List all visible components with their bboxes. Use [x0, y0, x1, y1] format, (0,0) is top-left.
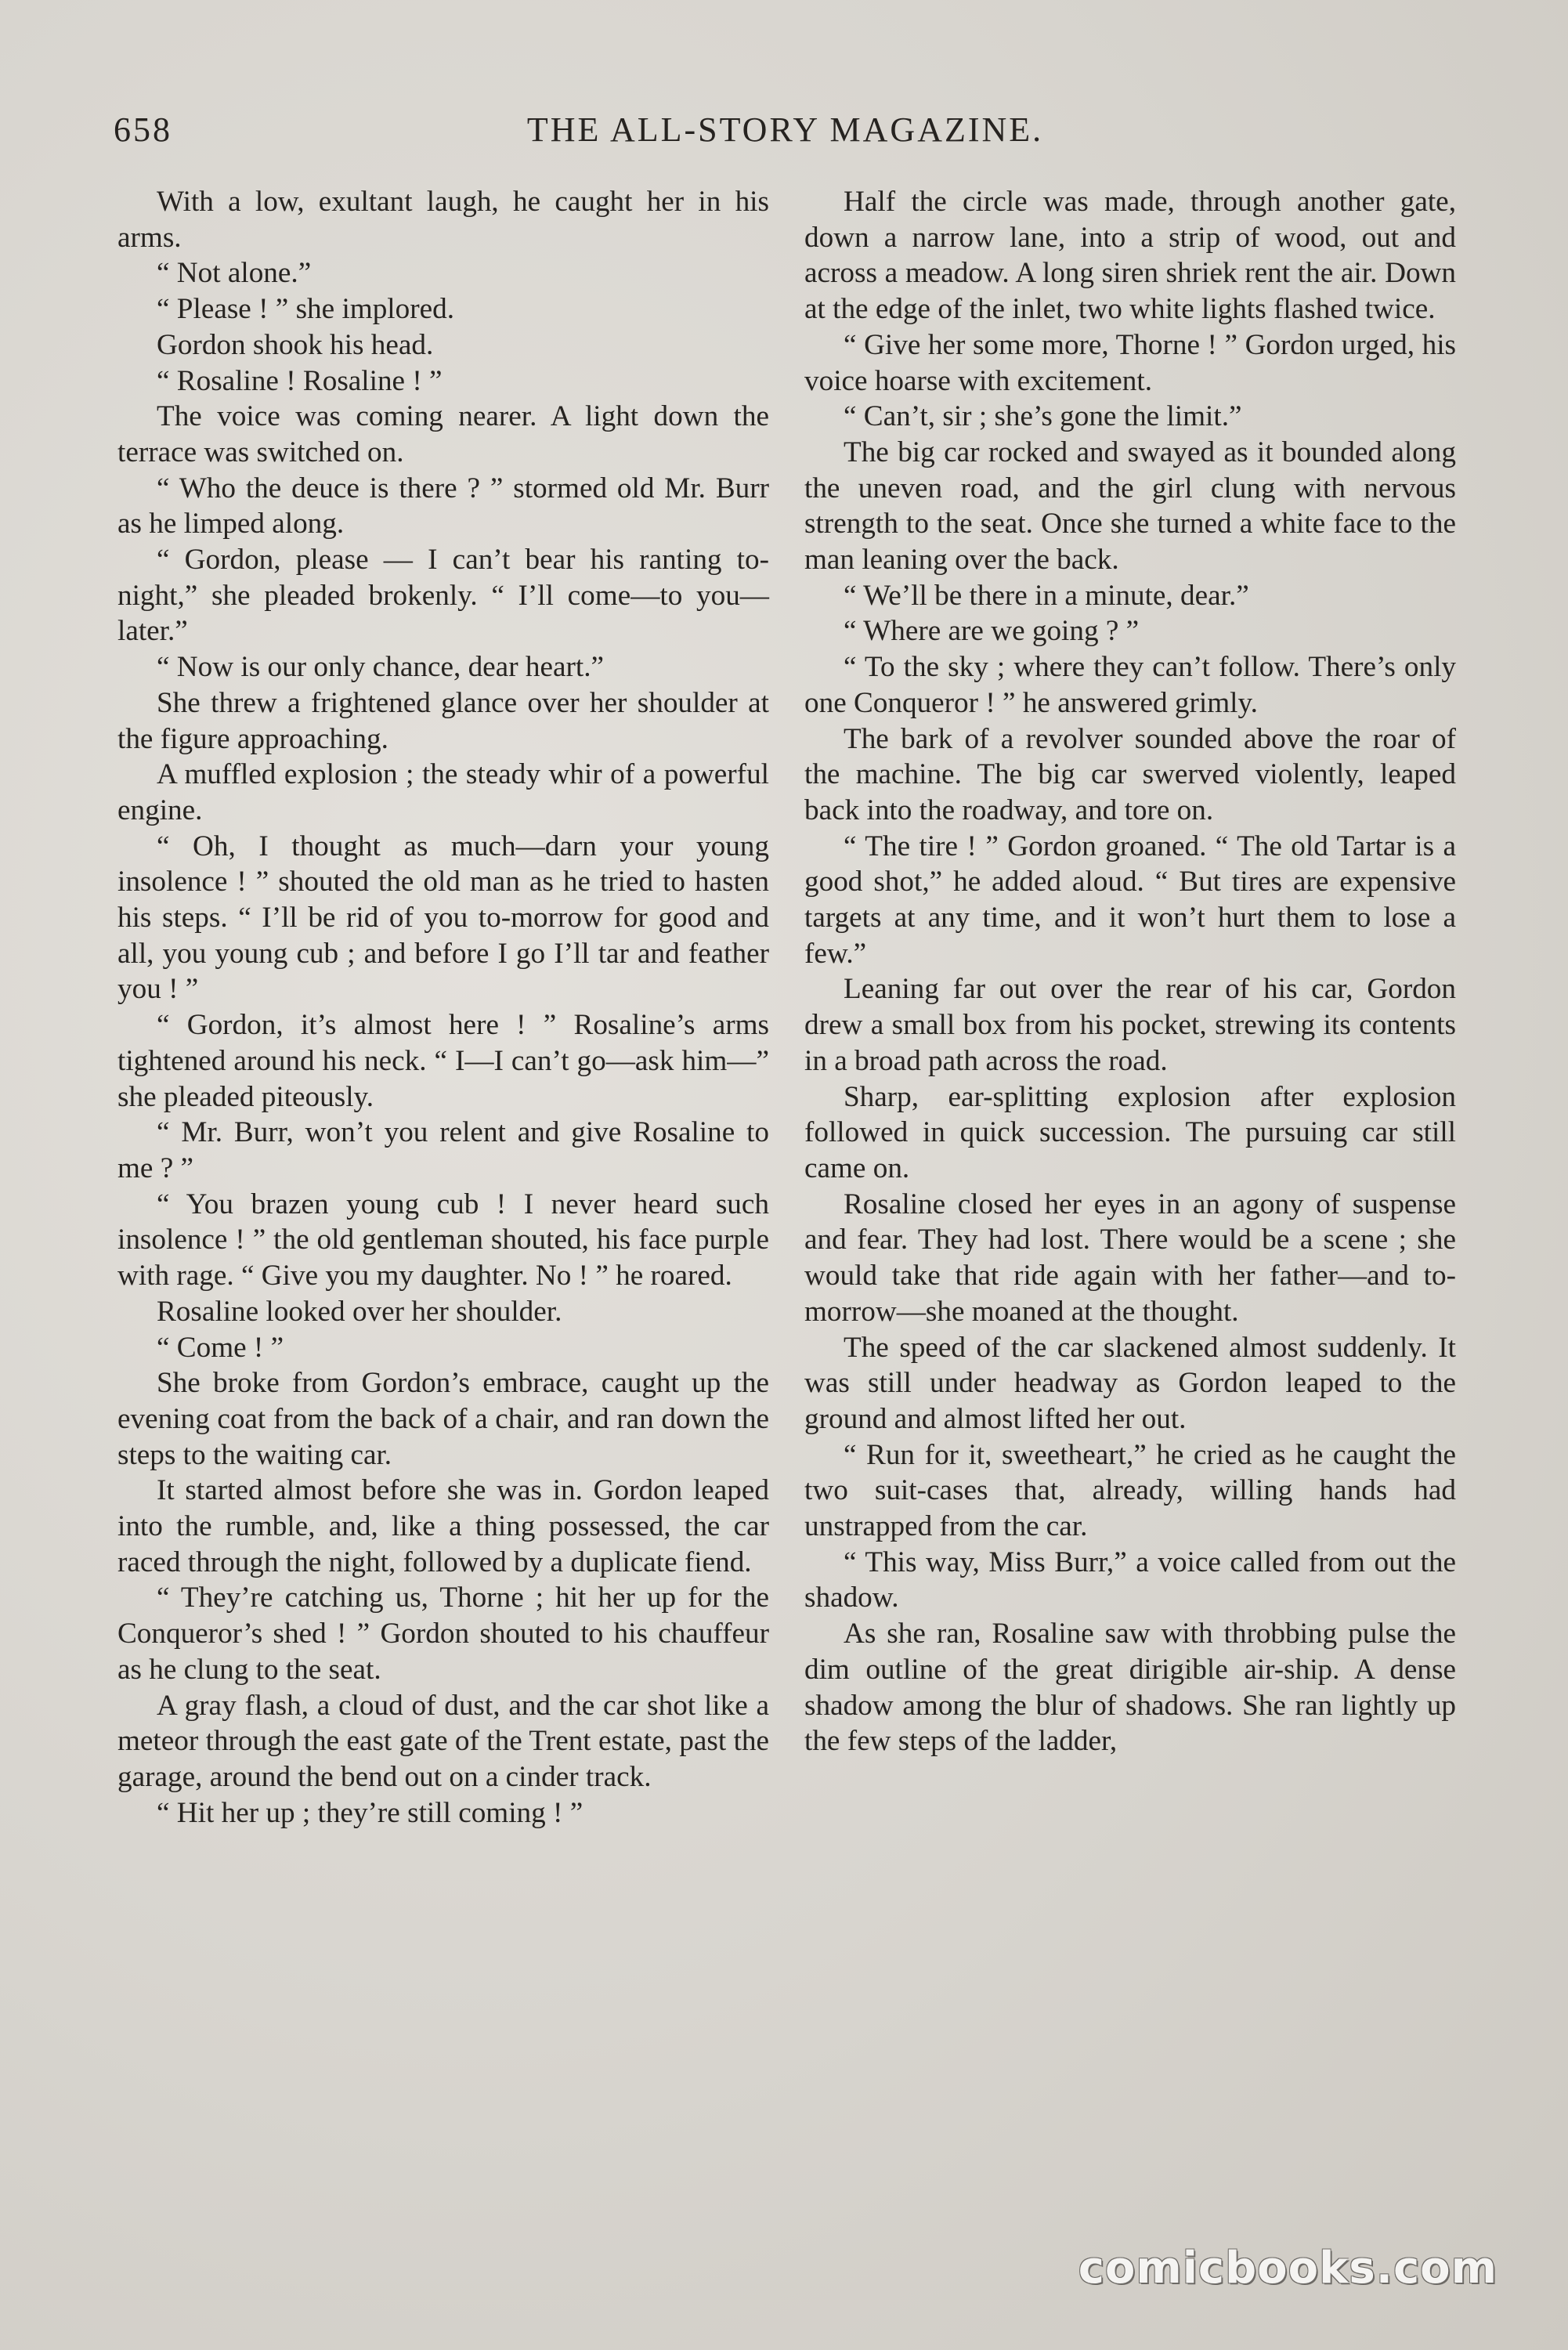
- paragraph: “ Gordon, please — I can’t bear his ranting to-night,” she pleaded brokenly. “ I’ll come—to you—later.”: [117, 544, 769, 648]
- left-column: [117, 184, 769, 1831]
- paragraph: “ Come ! ”: [157, 1331, 284, 1364]
- watermark-logo: comicbooks.com: [1078, 2243, 1498, 2294]
- paragraph: “ Run for it, sweetheart,” he cried as he caught the two suit-cases that, already, willing hands had unstrapped from the car.: [804, 1438, 1456, 1543]
- paragraph: It started almost before she was in. Gordon leaped into the rumble, and, like a thing possessed, the car raced through the night, followed by a duplicate fiend.: [117, 1474, 769, 1578]
- paragraph: “ Where are we going ? ”: [844, 615, 1140, 648]
- paragraph: Half the circle was made, through another gate, down a narrow lane, into a strip of wood, out and across a meadow. A long siren shriek rent the air. Down at the edge of the inlet, two white lights flashed twice.: [804, 186, 1456, 326]
- paragraph: “ Hit her up ; they’re still coming ! ”: [157, 1796, 583, 1829]
- paragraph: “ Rosaline ! Rosaline ! ”: [157, 364, 443, 397]
- paragraph: With a low, exultant laugh, he caught her in his arms.: [117, 186, 769, 254]
- paragraph: Gordon shook his head.: [157, 328, 434, 361]
- paragraph: “ Who the deuce is there ? ” stormed old Mr. Burr as he limped along.: [117, 472, 769, 540]
- paragraph: Sharp, ear-splitting explosion after explosion followed in quick succession. The pursuing car still came on.: [804, 1080, 1456, 1184]
- paragraph: She threw a frightened glance over her shoulder at the figure approaching.: [117, 686, 769, 755]
- paragraph: “ This way, Miss Burr,” a voice called from out the shadow.: [804, 1546, 1456, 1614]
- right-column: [804, 184, 1456, 1759]
- paragraph: “ You brazen young cub ! I never heard such insolence ! ” the old gentleman shouted, his face purple with rage. “ Give you my daughter. No ! ” he roared.: [117, 1188, 769, 1292]
- paragraph: The big car rocked and swayed as it bounded along the uneven road, and the girl clung with nervous strength to the seat. Once she turned a white face to the man leaning over the back.: [804, 436, 1456, 577]
- paragraph: “ Now is our only chance, dear heart.”: [157, 651, 604, 684]
- paragraph: “ Please ! ” she implored.: [157, 293, 455, 326]
- paragraph: “ Not alone.”: [157, 257, 312, 290]
- paragraph: “ Can’t, sir ; she’s gone the limit.”: [844, 400, 1242, 433]
- paragraph: Rosaline looked over her shoulder.: [157, 1295, 562, 1328]
- paragraph: She broke from Gordon’s embrace, caught up the evening coat from the back of a chair, and ran down the steps to the waiting car.: [117, 1367, 769, 1471]
- paragraph: As she ran, Rosaline saw with throbbing pulse the dim outline of the great dirigible air-ship. A dense shadow among the blur of shadows. She ran lightly up the few steps of the ladder,: [804, 1618, 1456, 1758]
- paragraph: “ Oh, I thought as much—darn your young insolence ! ” shouted the old man as he tried to hasten his steps. “ I’ll be rid of you to-morrow for good and all, you young cub ; and before I go I’ll tar and feather you ! ”: [117, 830, 769, 1006]
- paragraph: A gray flash, a cloud of dust, and the car shot like a meteor through the east gate of the Trent estate, past the garage, around the bend out on a cinder track.: [117, 1689, 769, 1793]
- page-header: [114, 110, 1457, 164]
- paragraph: “ Give her some more, Thorne ! ” Gordon urged, his voice hoarse with excitement.: [804, 328, 1456, 397]
- paragraph: “ They’re catching us, Thorne ; hit her up for the Conqueror’s shed ! ” Gordon shouted to his chauffeur as he clung to the seat.: [117, 1582, 769, 1686]
- paragraph: The voice was coming nearer. A light down the terrace was switched on.: [117, 400, 769, 468]
- page-number: 658: [114, 110, 172, 149]
- paragraph: “ Mr. Burr, won’t you relent and give Rosaline to me ? ”: [117, 1116, 769, 1184]
- magazine-title: THE ALL-STORY MAGAZINE.: [526, 110, 1044, 149]
- paragraph: “ The tire ! ” Gordon groaned. “ The old Tartar is a good shot,” he added aloud. “ But tires are expensive targets at any time, and it won’t hurt them to lose a few.”: [804, 830, 1456, 970]
- paragraph: The speed of the car slackened almost suddenly. It was still under headway as Gordon leaped to the ground and almost lifted her out.: [804, 1331, 1456, 1435]
- paragraph: A muffled explosion ; the steady whir of a powerful engine.: [117, 758, 769, 826]
- paragraph: Leaning far out over the rear of his car, Gordon drew a small box from his pocket, strewing its contents in a broad path across the road.: [804, 973, 1456, 1077]
- paragraph: “ We’ll be there in a minute, dear.”: [844, 579, 1249, 612]
- paragraph: “ To the sky ; where they can’t follow. There’s only one Conqueror ! ” he answered grimly.: [804, 651, 1456, 719]
- paragraph: “ Gordon, it’s almost here ! ” Rosaline’s arms tightened around his neck. “ I—I can’t go—ask him—” she pleaded piteously.: [117, 1009, 769, 1113]
- paragraph: Rosaline closed her eyes in an agony of suspense and fear. They had lost. There would be a scene ; she would take that ride again with her father—and to-morrow—she moaned at the thought.: [804, 1188, 1456, 1328]
- paragraph: The bark of a revolver sounded above the roar of the machine. The big car swerved violently, leaped back into the roadway, and tore on.: [804, 722, 1456, 826]
